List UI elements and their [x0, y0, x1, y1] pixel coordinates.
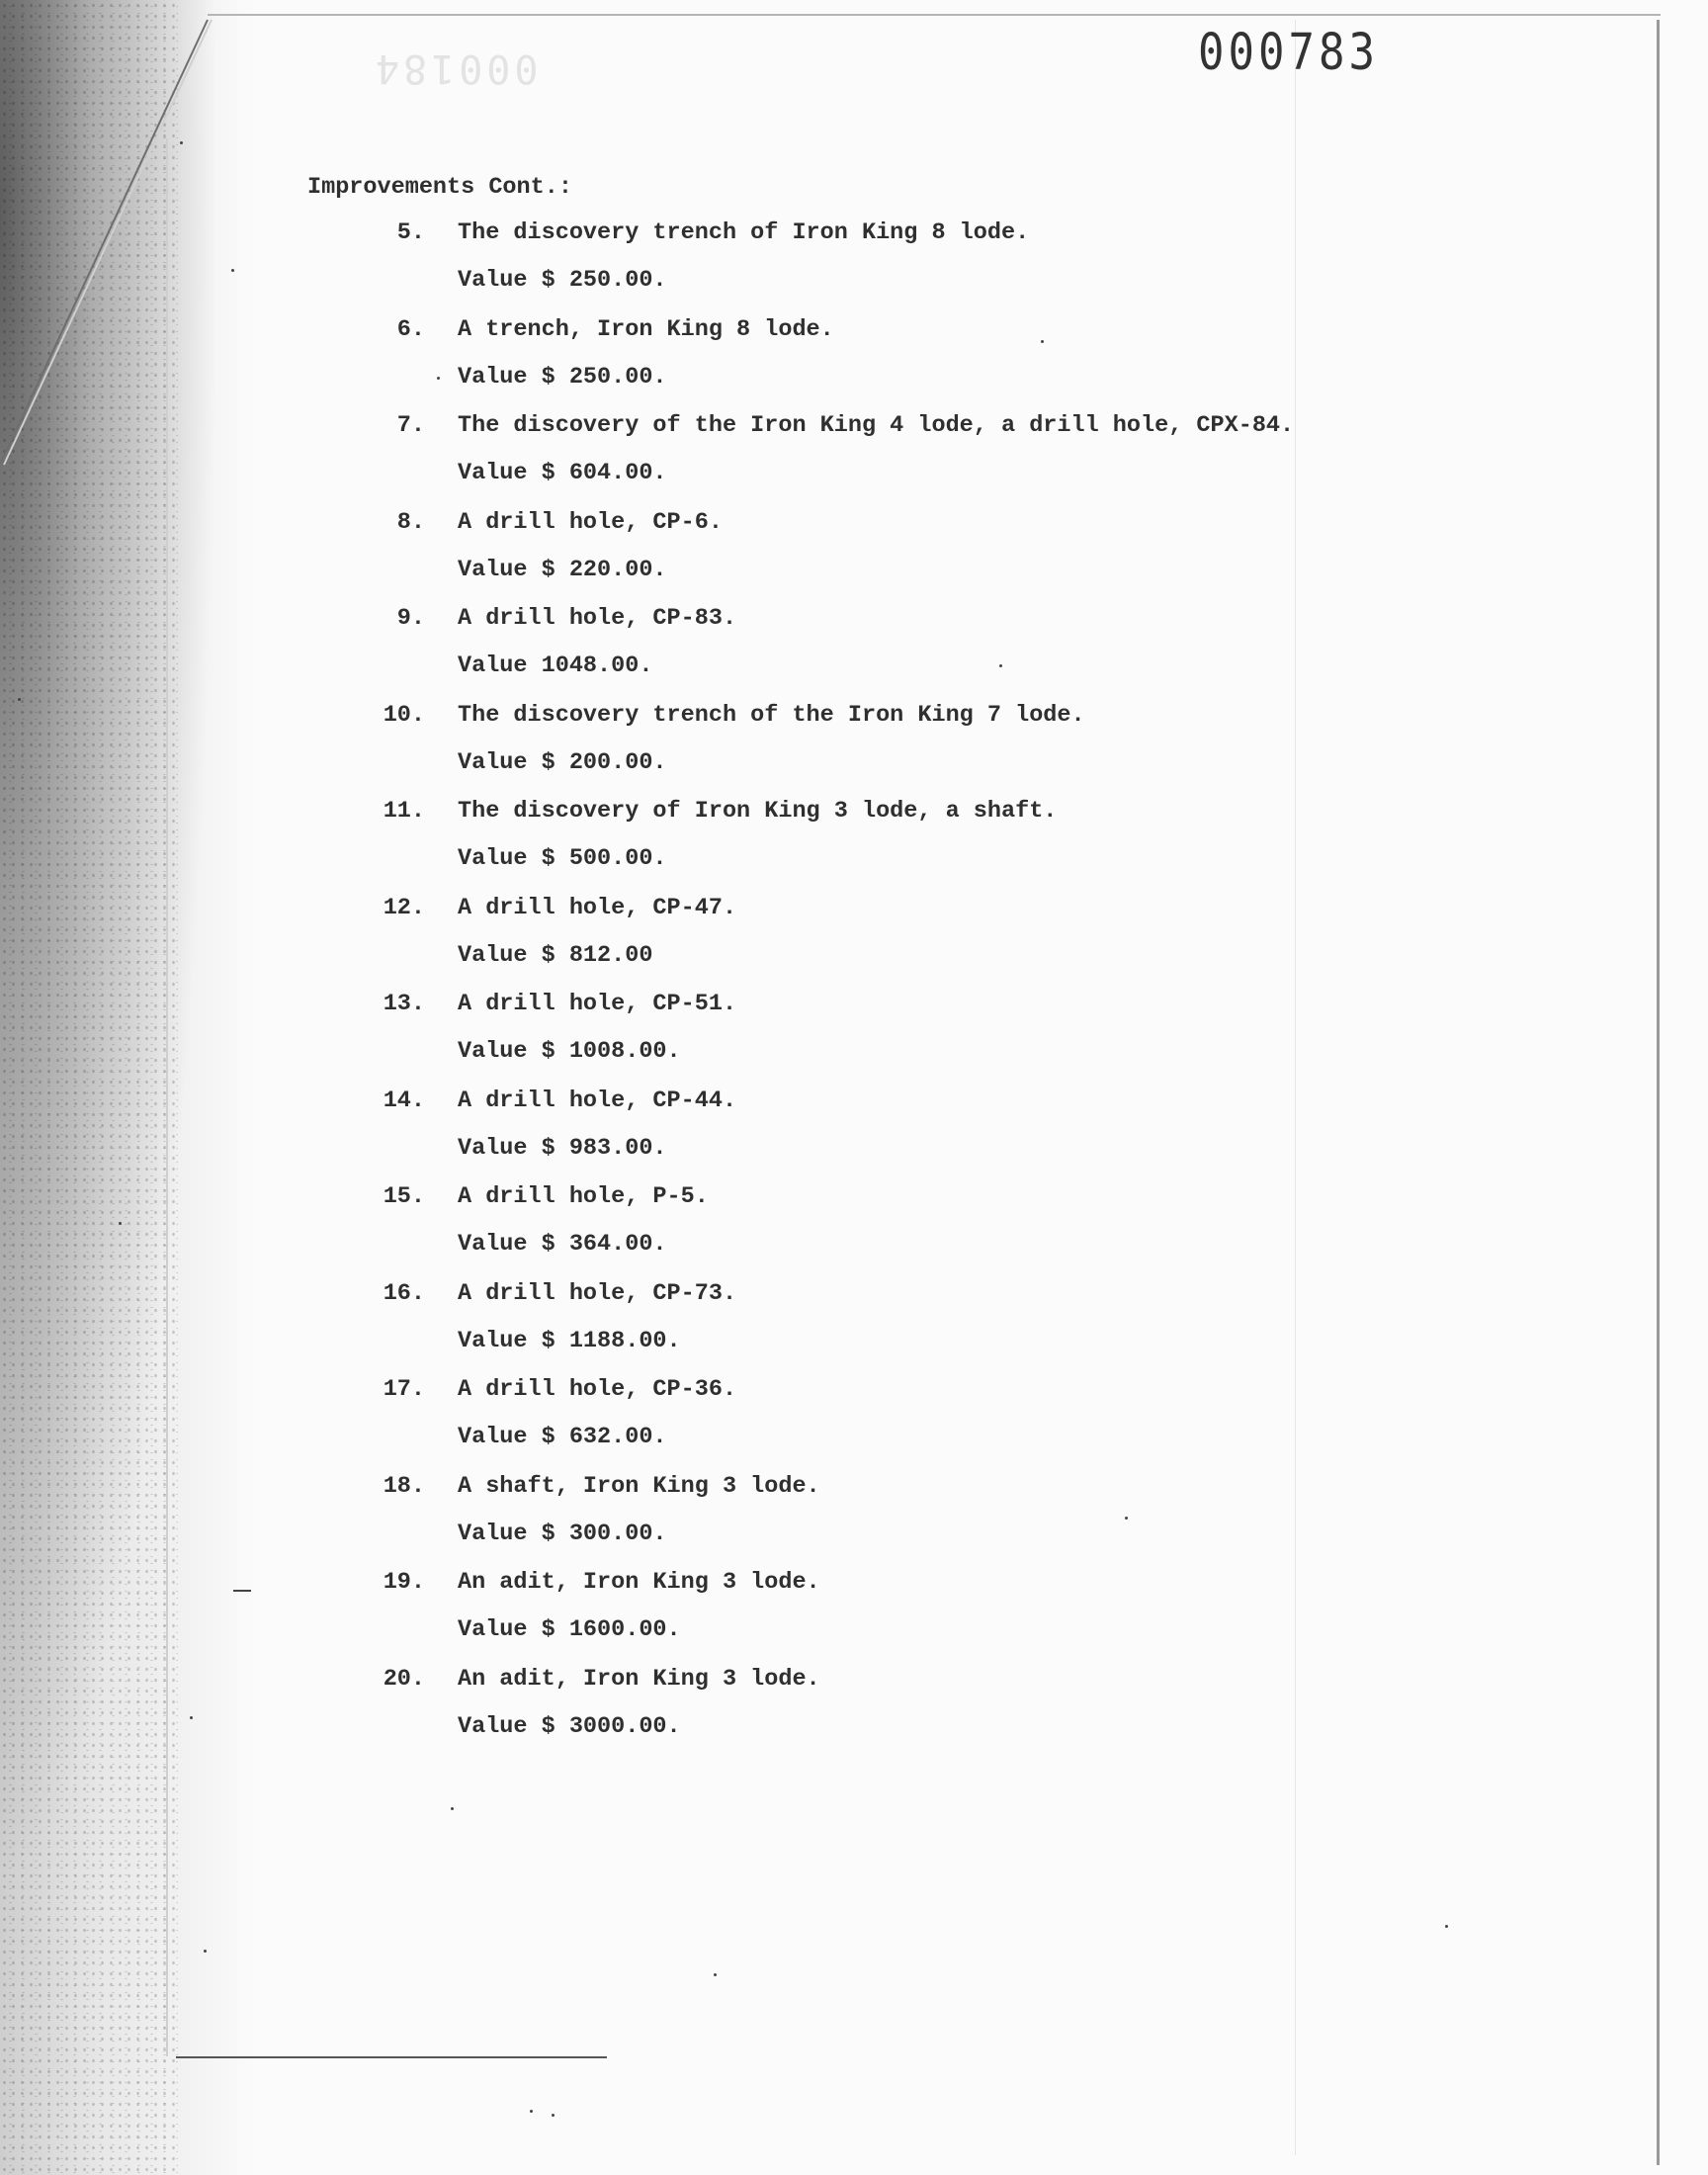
item-description: A drill hole, CP-44.	[458, 1087, 737, 1114]
item-value: Value $ 364.00.	[458, 1231, 667, 1258]
item-value: Value $ 1008.00.	[458, 1038, 681, 1065]
bottom-rule	[176, 2056, 607, 2058]
item-value: Value $ 604.00.	[458, 460, 667, 486]
list-item	[0, 1569, 1483, 1666]
item-value: Value $ 220.00.	[458, 556, 667, 583]
stamp-number: 000783	[1198, 24, 1379, 82]
scan-speck	[119, 1222, 122, 1225]
item-number: 19.	[383, 1569, 425, 1596]
item-value: Value $ 983.00.	[458, 1134, 667, 1162]
scan-speck	[530, 2110, 533, 2113]
item-description: The discovery of Iron King 3 lode, a shaft.	[458, 798, 1058, 825]
item-number: 13.	[383, 991, 425, 1017]
item-value: Value $ 3000.00.	[458, 1712, 681, 1740]
item-description: A drill hole, CP-83.	[458, 605, 737, 632]
list-item	[0, 1088, 1483, 1184]
list-item	[0, 991, 1483, 1088]
item-number: 11.	[383, 798, 425, 825]
item-description: A drill hole, CP-36.	[458, 1376, 737, 1403]
item-description: The discovery trench of Iron King 8 lode.	[458, 219, 1030, 246]
item-description: A drill hole, CP-51.	[458, 991, 737, 1017]
section-heading: Improvements Cont.:	[307, 174, 572, 201]
item-value: Value $ 250.00.	[458, 267, 667, 294]
item-value: Value $ 812.00	[458, 941, 653, 969]
item-value: Value $ 200.00.	[458, 748, 667, 776]
item-number: 14.	[383, 1087, 425, 1114]
list-item	[0, 1376, 1483, 1473]
top-border	[208, 14, 1661, 16]
item-value: Value $ 632.00.	[458, 1424, 667, 1450]
item-value: Value $ 1600.00.	[458, 1616, 681, 1643]
item-description: An adit, Iron King 3 lode.	[458, 1569, 820, 1596]
item-number: 18.	[383, 1472, 425, 1500]
item-description: A drill hole, CP-47.	[458, 894, 737, 921]
scan-speck	[180, 141, 183, 144]
item-description: A drill hole, CP-6.	[458, 508, 723, 536]
list-item	[0, 895, 1483, 992]
list-item	[0, 1183, 1483, 1280]
item-description: A trench, Iron King 8 lode.	[458, 315, 834, 343]
list-item	[0, 1473, 1483, 1570]
list-item	[0, 798, 1483, 895]
item-number: 8.	[396, 508, 425, 536]
list-item	[0, 605, 1483, 702]
list-item	[0, 1666, 1483, 1763]
list-item	[0, 316, 1483, 413]
scan-speck	[999, 664, 1002, 667]
item-number: 16.	[383, 1279, 425, 1307]
scan-speck	[231, 269, 234, 272]
margin-dash	[233, 1590, 251, 1592]
list-item	[0, 412, 1483, 509]
item-value: Value $ 1188.00.	[458, 1327, 681, 1354]
item-number: 20.	[383, 1665, 425, 1693]
scan-speck	[1041, 340, 1044, 343]
list-item	[0, 509, 1483, 606]
item-number: 5.	[396, 219, 425, 246]
item-description: The discovery trench of the Iron King 7 lode.	[458, 701, 1085, 729]
scan-speck	[714, 1973, 717, 1976]
item-value: Value 1048.00.	[458, 652, 653, 679]
item-value: Value $ 250.00.	[458, 363, 667, 391]
item-number: 15.	[383, 1183, 425, 1210]
item-number: 10.	[383, 701, 425, 729]
list-item	[0, 702, 1483, 799]
scan-speck	[552, 2114, 555, 2117]
scan-speck	[18, 698, 21, 701]
item-description: An adit, Iron King 3 lode.	[458, 1665, 820, 1693]
scan-speck	[1125, 1517, 1128, 1520]
item-number: 9.	[396, 605, 425, 632]
list-item	[0, 219, 1483, 316]
item-description: The discovery of the Iron King 4 lode, a drill hole, CPX-84.	[458, 412, 1295, 439]
improvements-list	[0, 219, 1483, 1762]
scan-speck	[204, 1950, 207, 1953]
item-description: A shaft, Iron King 3 lode.	[458, 1472, 820, 1500]
list-item	[0, 1280, 1483, 1377]
ghost-stamp-number: 000184	[372, 45, 539, 91]
scan-speck	[437, 377, 440, 380]
scan-speck	[1445, 1925, 1448, 1928]
right-border	[1657, 20, 1660, 2165]
item-number: 6.	[396, 315, 425, 343]
item-number: 7.	[396, 412, 425, 439]
item-description: A drill hole, P-5.	[458, 1183, 709, 1210]
item-description: A drill hole, CP-73.	[458, 1279, 737, 1307]
scan-speck	[190, 1716, 193, 1719]
item-number: 12.	[383, 894, 425, 921]
item-value: Value $ 300.00.	[458, 1520, 667, 1547]
scan-speck	[451, 1807, 454, 1810]
item-value: Value $ 500.00.	[458, 845, 667, 872]
item-number: 17.	[383, 1376, 425, 1403]
